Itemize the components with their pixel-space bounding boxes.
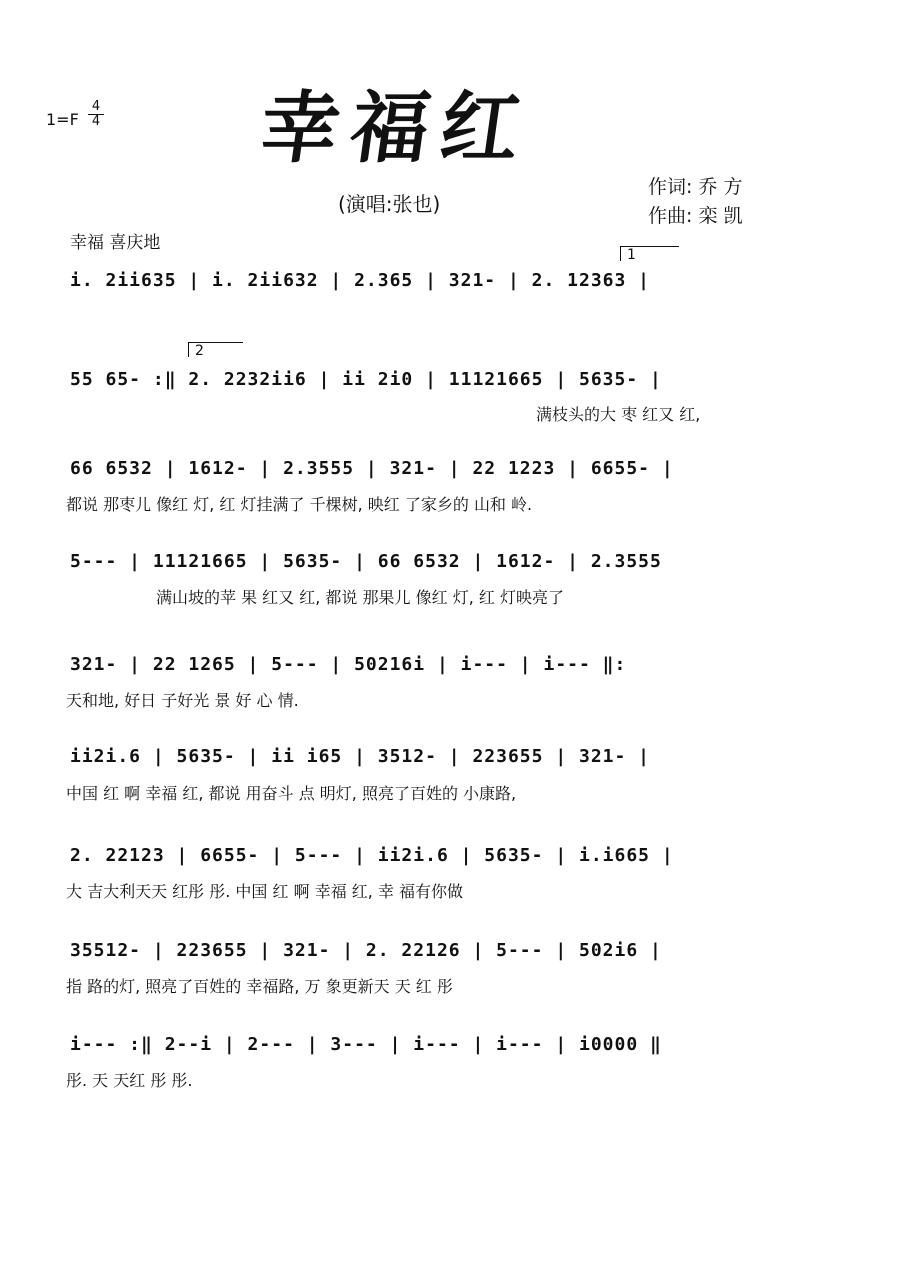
volta-second-ending bbox=[188, 342, 243, 357]
singer-credit: (演唱:张也) bbox=[338, 192, 441, 216]
system-4-lyrics: 满山坡的苹 果 红又 红, 都说 那果儿 像红 灯, 红 灯映亮了 bbox=[156, 588, 564, 607]
system-9-notes: i--- :‖ 2--i | 2--- | 3--- | i--- | i--- | i0000 ‖ bbox=[70, 1034, 662, 1055]
system-5-notes: 321- | 22 1265 | 5--- | 50216i | i--- | i--- ‖: bbox=[70, 654, 627, 675]
system-7-lyrics: 大 吉大利天天 红彤 彤. 中国 红 啊 幸福 红, 幸 福有你做 bbox=[66, 882, 464, 901]
system-6-notes: ii2i.6 | 5635- | ii i65 | 3512- | 223655 | 321- | bbox=[70, 746, 651, 767]
system-2-notes: 55 65- :‖ 2. 2232ii6 | ii 2i0 | 11121665 | 5635- | bbox=[70, 369, 662, 390]
system-4-notes: 5--- | 11121665 | 5635- | 66 6532 | 1612- | 2.3555 bbox=[70, 551, 662, 572]
system-3-notes: 66 6532 | 1612- | 2.3555 | 321- | 22 1223 | 6655- | bbox=[70, 458, 674, 479]
volta-second-number: 2 bbox=[195, 343, 204, 359]
system-8-notes: 35512- | 223655 | 321- | 2. 22126 | 5--- | 502i6 | bbox=[70, 940, 662, 961]
system-9-lyrics: 彤. 天 天红 彤 彤. bbox=[66, 1071, 193, 1090]
composer-credit: 作曲: 栾 凯 bbox=[648, 205, 743, 227]
key-signature: 1=F bbox=[46, 110, 79, 129]
system-3-lyrics: 都说 那枣儿 像红 灯, 红 灯挂满了 千棵树, 映红 了家乡的 山和 岭. bbox=[66, 495, 533, 514]
volta-first-ending bbox=[620, 246, 679, 261]
system-2-lyrics: 满枝头的大 枣 红又 红, bbox=[536, 405, 701, 424]
volta-first-number: 1 bbox=[627, 247, 636, 263]
system-6-lyrics: 中国 红 啊 幸福 红, 都说 用奋斗 点 明灯, 照亮了百姓的 小康路, bbox=[66, 784, 517, 803]
intro-expression: 幸福 喜庆地 bbox=[70, 233, 161, 253]
lyricist-credit: 作词: 乔 方 bbox=[648, 176, 743, 198]
system-5-lyrics: 天和地, 好日 子好光 景 好 心 情. bbox=[66, 691, 299, 710]
time-signature-top: 4 bbox=[91, 99, 101, 114]
song-title: 幸福红 bbox=[254, 83, 538, 174]
time-signature bbox=[88, 100, 104, 129]
system-1-notes: i. 2ii635 | i. 2ii632 | 2.365 | 321- | 2. 12363 | bbox=[70, 270, 651, 291]
system-7-notes: 2. 22123 | 6655- | 5--- | ii2i.6 | 5635- | i.i665 | bbox=[70, 845, 674, 866]
system-8-lyrics: 指 路的灯, 照亮了百姓的 幸福路, 万 象更新天 天 红 彤 bbox=[66, 977, 453, 996]
time-signature-bottom: 4 bbox=[91, 114, 101, 129]
